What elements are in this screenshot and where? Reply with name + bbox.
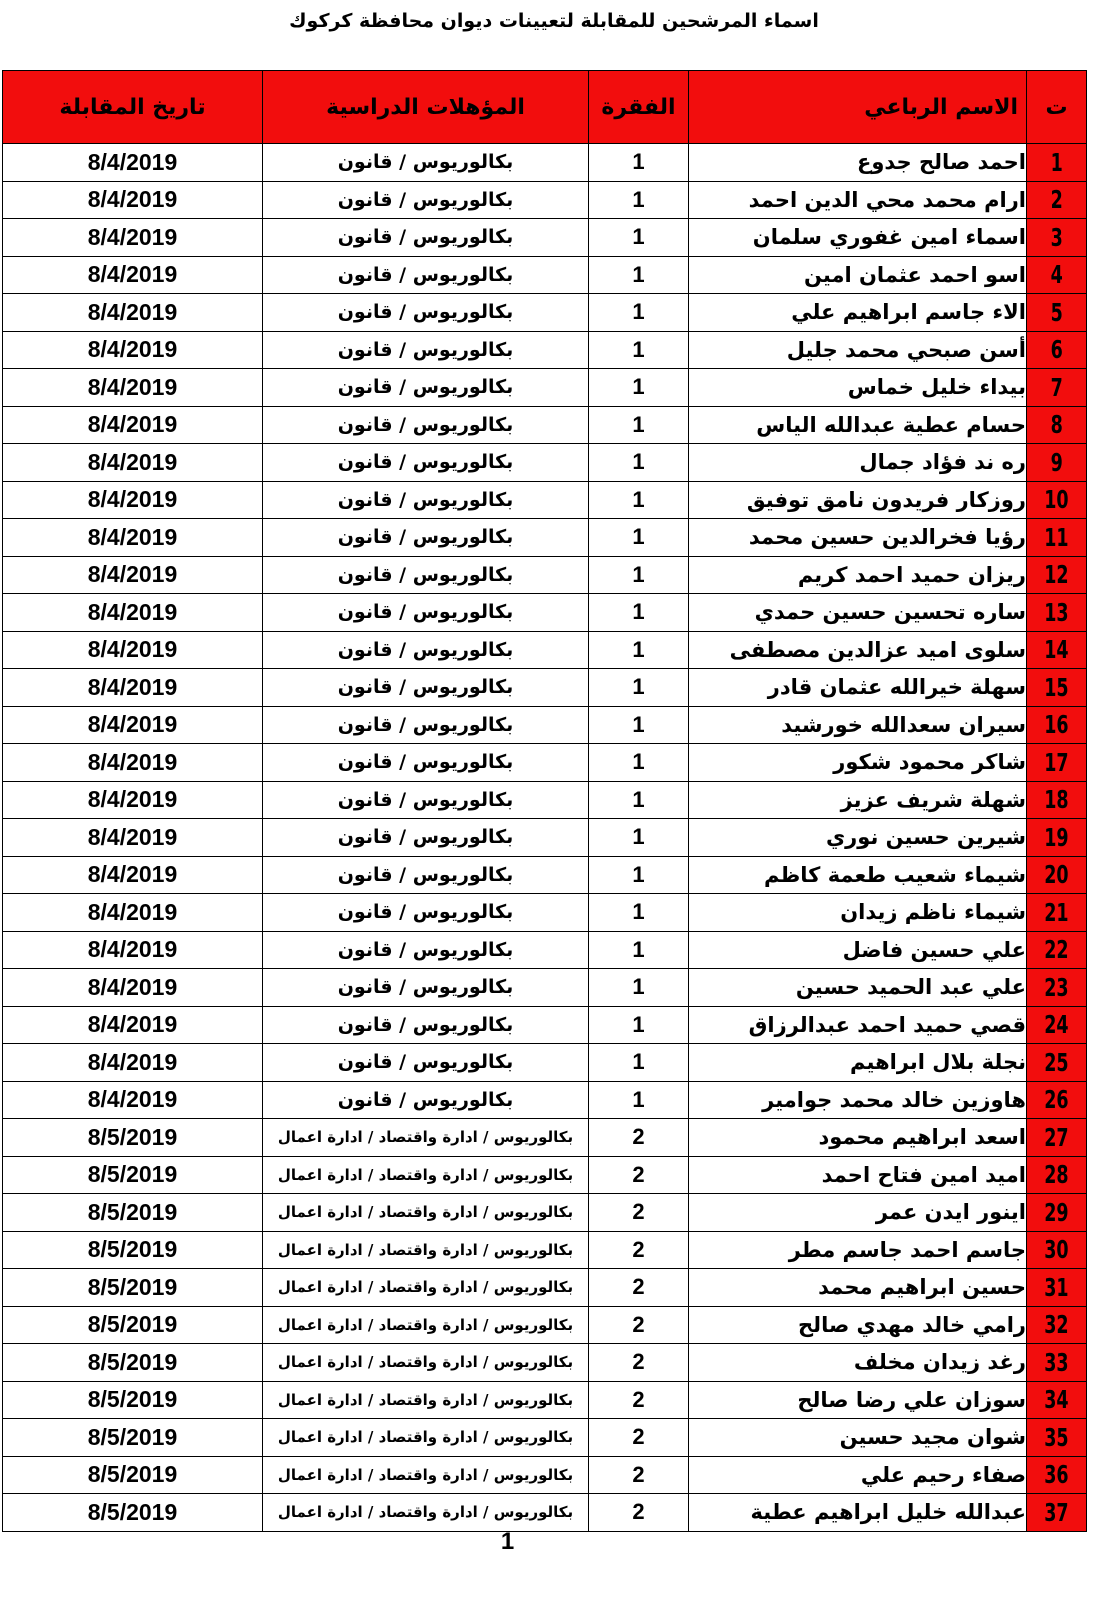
table-row (3, 819, 1087, 857)
qualification-cell: بكالوريوس / قانون (263, 1081, 589, 1119)
candidate-name: علي حسين فاضل (689, 931, 1027, 969)
interview-date-cell: 8/4/2019 (3, 1006, 263, 1044)
qualification-cell: بكالوريوس / ادارة واقتصاد / ادارة اعمال (263, 1269, 589, 1307)
category-cell: 1 (589, 556, 689, 594)
interview-date-cell: 8/4/2019 (3, 856, 263, 894)
qualification-cell: بكالوريوس / قانون (263, 706, 589, 744)
candidate-name: سيران سعدالله خورشيد (689, 706, 1027, 744)
candidate-name: سلوى اميد عزالدين مصطفى (689, 631, 1027, 669)
candidate-name: الاء جاسم ابراهيم علي (689, 294, 1027, 332)
category-cell: 1 (589, 294, 689, 332)
interview-date-cell: 8/5/2019 (3, 1456, 263, 1494)
qualification-cell: بكالوريوس / ادارة واقتصاد / ادارة اعمال (263, 1419, 589, 1457)
category-cell: 1 (589, 894, 689, 932)
table-row (3, 219, 1087, 257)
row-number (1027, 1269, 1087, 1307)
interview-date-cell: 8/4/2019 (3, 181, 263, 219)
row-number-text: 11 (1044, 522, 1069, 552)
candidate-name: رؤيا فخرالدين حسين محمد (689, 519, 1027, 557)
category-cell: 1 (589, 744, 689, 782)
row-number (1027, 1119, 1087, 1157)
row-number-text: 22 (1044, 935, 1069, 965)
row-number (1027, 744, 1087, 782)
candidate-name: صفاء رحيم علي (689, 1456, 1027, 1494)
candidate-name: احمد صالح جدوع (689, 144, 1027, 182)
candidate-name: سهلة خيرالله عثمان قادر (689, 669, 1027, 707)
row-number (1027, 1006, 1087, 1044)
row-number (1027, 406, 1087, 444)
table-row (3, 1419, 1087, 1457)
interview-date-cell: 8/4/2019 (3, 406, 263, 444)
table-row (3, 369, 1087, 407)
interview-date-cell: 8/4/2019 (3, 744, 263, 782)
row-number (1027, 969, 1087, 1007)
row-number (1027, 444, 1087, 482)
category-cell: 1 (589, 1081, 689, 1119)
row-number (1027, 1194, 1087, 1232)
candidate-name: سوزان علي رضا صالح (689, 1381, 1027, 1419)
qualification-cell: بكالوريوس / قانون (263, 519, 589, 557)
table-row (3, 1006, 1087, 1044)
candidate-name: رغد زيدان مخلف (689, 1344, 1027, 1382)
category-cell: 2 (589, 1194, 689, 1232)
table-row (3, 744, 1087, 782)
interview-date-cell: 8/5/2019 (3, 1306, 263, 1344)
qualification-cell: بكالوريوس / قانون (263, 631, 589, 669)
qualification-cell: بكالوريوس / قانون (263, 331, 589, 369)
category-cell: 1 (589, 856, 689, 894)
candidate-name: جاسم احمد جاسم مطر (689, 1231, 1027, 1269)
row-number-text: 33 (1044, 1347, 1069, 1377)
row-number (1027, 481, 1087, 519)
candidate-name: قصي حميد احمد عبدالرزاق (689, 1006, 1027, 1044)
row-number (1027, 1381, 1087, 1419)
category-cell: 1 (589, 144, 689, 182)
interview-date-cell: 8/5/2019 (3, 1156, 263, 1194)
row-number (1027, 856, 1087, 894)
candidate-name: حسام عطية عبدالله الياس (689, 406, 1027, 444)
table-row (3, 781, 1087, 819)
row-number-text: 15 (1044, 672, 1069, 702)
row-number-text: 35 (1044, 1422, 1069, 1452)
category-cell: 1 (589, 1044, 689, 1082)
interview-date-cell: 8/4/2019 (3, 294, 263, 332)
table-row (3, 706, 1087, 744)
row-number-text: 23 (1044, 972, 1069, 1002)
interview-date-cell: 8/5/2019 (3, 1194, 263, 1232)
table-row (3, 931, 1087, 969)
category-cell: 1 (589, 669, 689, 707)
category-cell: 1 (589, 706, 689, 744)
candidate-name: رامي خالد مهدي صالح (689, 1306, 1027, 1344)
row-number-text: 1 (1050, 147, 1063, 177)
category-cell: 1 (589, 369, 689, 407)
qualification-cell: بكالوريوس / قانون (263, 481, 589, 519)
row-number-text: 26 (1044, 1085, 1069, 1115)
qualification-cell: بكالوريوس / قانون (263, 744, 589, 782)
header-category: الفقرة (589, 71, 689, 144)
qualification-cell: بكالوريوس / ادارة واقتصاد / ادارة اعمال (263, 1456, 589, 1494)
table-row (3, 519, 1087, 557)
table-row (3, 144, 1087, 182)
interview-date-cell: 8/4/2019 (3, 331, 263, 369)
table-row (3, 181, 1087, 219)
category-cell: 1 (589, 969, 689, 1007)
interview-date-cell: 8/5/2019 (3, 1494, 263, 1532)
row-number (1027, 669, 1087, 707)
qualification-cell: بكالوريوس / قانون (263, 819, 589, 857)
category-cell: 2 (589, 1419, 689, 1457)
row-number (1027, 331, 1087, 369)
row-number (1027, 1231, 1087, 1269)
row-number-text: 30 (1044, 1235, 1069, 1265)
row-number-text: 8 (1050, 410, 1063, 440)
qualification-cell: بكالوريوس / ادارة واقتصاد / ادارة اعمال (263, 1119, 589, 1157)
interview-date-cell: 8/4/2019 (3, 144, 263, 182)
table-row (3, 1194, 1087, 1232)
table-row (3, 481, 1087, 519)
qualification-cell: بكالوريوس / قانون (263, 856, 589, 894)
row-number (1027, 256, 1087, 294)
row-number (1027, 894, 1087, 932)
qualification-cell: بكالوريوس / قانون (263, 369, 589, 407)
row-number (1027, 294, 1087, 332)
candidate-name: اسعد ابراهيم محمود (689, 1119, 1027, 1157)
row-number (1027, 1419, 1087, 1457)
table-row (3, 1081, 1087, 1119)
interview-date-cell: 8/4/2019 (3, 519, 263, 557)
table-row (3, 1119, 1087, 1157)
row-number (1027, 556, 1087, 594)
row-number-text: 29 (1044, 1197, 1069, 1227)
row-number-text: 31 (1044, 1272, 1069, 1302)
page-number: 1 (500, 1528, 515, 1555)
row-number (1027, 1306, 1087, 1344)
row-number-text: 37 (1044, 1497, 1069, 1527)
category-cell: 2 (589, 1381, 689, 1419)
table-row (3, 969, 1087, 1007)
table-row (3, 444, 1087, 482)
category-cell: 2 (589, 1344, 689, 1382)
row-number (1027, 631, 1087, 669)
candidate-name: شيماء شعيب طعمة كاظم (689, 856, 1027, 894)
interview-date-cell: 8/4/2019 (3, 369, 263, 407)
row-number-text: 7 (1050, 372, 1063, 402)
category-cell: 2 (589, 1306, 689, 1344)
qualification-cell: بكالوريوس / قانون (263, 669, 589, 707)
row-number (1027, 181, 1087, 219)
table-row (3, 1156, 1087, 1194)
document-title: اسماء المرشحين للمقابلة لتعيينات ديوان محافظة كركوك (289, 10, 819, 32)
interview-date-cell: 8/4/2019 (3, 256, 263, 294)
candidate-name: حسين ابراهيم محمد (689, 1269, 1027, 1307)
header-qualifications: المؤهلات الدراسية (263, 71, 589, 144)
qualification-cell: بكالوريوس / ادارة واقتصاد / ادارة اعمال (263, 1381, 589, 1419)
qualification-cell: بكالوريوس / قانون (263, 931, 589, 969)
row-number (1027, 1456, 1087, 1494)
qualification-cell: بكالوريوس / قانون (263, 144, 589, 182)
qualification-cell: بكالوريوس / ادارة واقتصاد / ادارة اعمال (263, 1306, 589, 1344)
table-row (3, 1231, 1087, 1269)
category-cell: 1 (589, 444, 689, 482)
candidates-table (2, 70, 1087, 1532)
header-number: ت (1027, 71, 1087, 144)
row-number-text: 9 (1050, 447, 1063, 477)
qualification-cell: بكالوريوس / قانون (263, 294, 589, 332)
interview-date-cell: 8/5/2019 (3, 1231, 263, 1269)
category-cell: 1 (589, 931, 689, 969)
interview-date-cell: 8/4/2019 (3, 894, 263, 932)
interview-date-cell: 8/4/2019 (3, 1044, 263, 1082)
row-number (1027, 594, 1087, 632)
candidate-name: نجلة بلال ابراهيم (689, 1044, 1027, 1082)
interview-date-cell: 8/4/2019 (3, 669, 263, 707)
category-cell: 2 (589, 1119, 689, 1157)
category-cell: 1 (589, 481, 689, 519)
candidate-name: ره ند فؤاد جمال (689, 444, 1027, 482)
interview-date-cell: 8/4/2019 (3, 631, 263, 669)
category-cell: 1 (589, 631, 689, 669)
row-number-text: 12 (1044, 560, 1069, 590)
row-number-text: 25 (1044, 1047, 1069, 1077)
candidate-name: عبدالله خليل ابراهيم عطية (689, 1494, 1027, 1532)
qualification-cell: بكالوريوس / قانون (263, 894, 589, 932)
candidate-name: علي عبد الحميد حسين (689, 969, 1027, 1007)
qualification-cell: بكالوريوس / ادارة واقتصاد / ادارة اعمال (263, 1494, 589, 1532)
row-number-text: 13 (1044, 597, 1069, 627)
row-number-text: 20 (1044, 860, 1069, 890)
candidate-name: اميد امين فتاح احمد (689, 1156, 1027, 1194)
category-cell: 1 (589, 256, 689, 294)
table-row (3, 1494, 1087, 1532)
category-cell: 2 (589, 1231, 689, 1269)
row-number-text: 6 (1050, 335, 1063, 365)
row-number-text: 32 (1044, 1310, 1069, 1340)
row-number (1027, 1494, 1087, 1532)
row-number (1027, 519, 1087, 557)
qualification-cell: بكالوريوس / ادارة واقتصاد / ادارة اعمال (263, 1231, 589, 1269)
interview-date-cell: 8/4/2019 (3, 1081, 263, 1119)
table-row (3, 1456, 1087, 1494)
row-number (1027, 219, 1087, 257)
row-number (1027, 706, 1087, 744)
qualification-cell: بكالوريوس / قانون (263, 256, 589, 294)
table-header-row (3, 71, 1087, 144)
qualification-cell: بكالوريوس / قانون (263, 781, 589, 819)
table-row (3, 894, 1087, 932)
category-cell: 2 (589, 1156, 689, 1194)
interview-date-cell: 8/5/2019 (3, 1419, 263, 1457)
row-number (1027, 1081, 1087, 1119)
row-number-text: 18 (1044, 785, 1069, 815)
row-number-text: 16 (1044, 710, 1069, 740)
qualification-cell: بكالوريوس / قانون (263, 219, 589, 257)
row-number (1027, 1156, 1087, 1194)
table-row (3, 556, 1087, 594)
category-cell: 1 (589, 219, 689, 257)
qualification-cell: بكالوريوس / ادارة واقتصاد / ادارة اعمال (263, 1194, 589, 1232)
interview-date-cell: 8/5/2019 (3, 1344, 263, 1382)
category-cell: 1 (589, 181, 689, 219)
candidate-name: اسو احمد عثمان امين (689, 256, 1027, 294)
category-cell: 1 (589, 406, 689, 444)
row-number-text: 21 (1044, 897, 1069, 927)
category-cell: 1 (589, 1006, 689, 1044)
row-number (1027, 369, 1087, 407)
table-row (3, 1381, 1087, 1419)
table-row (3, 256, 1087, 294)
row-number-text: 14 (1044, 635, 1069, 665)
qualification-cell: بكالوريوس / ادارة واقتصاد / ادارة اعمال (263, 1344, 589, 1382)
candidate-name: ارام محمد محي الدين احمد (689, 181, 1027, 219)
interview-date-cell: 8/4/2019 (3, 931, 263, 969)
qualification-cell: بكالوريوس / قانون (263, 556, 589, 594)
table-row (3, 631, 1087, 669)
candidate-name: اينور ايدن عمر (689, 1194, 1027, 1232)
table-row (3, 669, 1087, 707)
candidate-name: شوان مجيد حسين (689, 1419, 1027, 1457)
row-number (1027, 931, 1087, 969)
candidate-name: شاكر محمود شكور (689, 744, 1027, 782)
row-number-text: 36 (1044, 1460, 1069, 1490)
interview-date-cell: 8/5/2019 (3, 1269, 263, 1307)
table-body (3, 144, 1087, 1532)
candidate-name: شيماء ناظم زيدان (689, 894, 1027, 932)
table-row (3, 856, 1087, 894)
candidate-name: ريزان حميد احمد كريم (689, 556, 1027, 594)
interview-date-cell: 8/4/2019 (3, 706, 263, 744)
qualification-cell: بكالوريوس / ادارة واقتصاد / ادارة اعمال (263, 1156, 589, 1194)
category-cell: 2 (589, 1494, 689, 1532)
table-row (3, 1344, 1087, 1382)
interview-date-cell: 8/4/2019 (3, 969, 263, 1007)
row-number-text: 3 (1050, 222, 1063, 252)
row-number-text: 5 (1050, 297, 1063, 327)
table-row (3, 1306, 1087, 1344)
row-number-text: 17 (1044, 747, 1069, 777)
category-cell: 1 (589, 594, 689, 632)
qualification-cell: بكالوريوس / قانون (263, 594, 589, 632)
table-row (3, 406, 1087, 444)
table-row (3, 331, 1087, 369)
candidate-name: شيرين حسين نوري (689, 819, 1027, 857)
header-full-name: الاسم الرباعي (689, 71, 1027, 144)
row-number-text: 24 (1044, 1010, 1069, 1040)
table-row (3, 294, 1087, 332)
qualification-cell: بكالوريوس / قانون (263, 444, 589, 482)
category-cell: 2 (589, 1269, 689, 1307)
qualification-cell: بكالوريوس / قانون (263, 1044, 589, 1082)
row-number-text: 10 (1044, 485, 1069, 515)
row-number (1027, 1344, 1087, 1382)
row-number-text: 4 (1050, 260, 1063, 290)
qualification-cell: بكالوريوس / قانون (263, 1006, 589, 1044)
category-cell: 1 (589, 819, 689, 857)
interview-date-cell: 8/5/2019 (3, 1381, 263, 1419)
row-number (1027, 819, 1087, 857)
qualification-cell: بكالوريوس / قانون (263, 181, 589, 219)
interview-date-cell: 8/4/2019 (3, 819, 263, 857)
interview-date-cell: 8/4/2019 (3, 219, 263, 257)
candidate-name: اسماء امين غفوري سلمان (689, 219, 1027, 257)
category-cell: 2 (589, 1456, 689, 1494)
candidate-name: روزكار فريدون نامق توفيق (689, 481, 1027, 519)
interview-date-cell: 8/4/2019 (3, 781, 263, 819)
interview-date-cell: 8/5/2019 (3, 1119, 263, 1157)
candidate-name: هاوزين خالد محمد جوامير (689, 1081, 1027, 1119)
row-number-text: 34 (1044, 1385, 1069, 1415)
candidate-name: شهلة شريف عزيز (689, 781, 1027, 819)
row-number-text: 27 (1044, 1122, 1069, 1152)
candidate-name: ساره تحسين حسين حمدي (689, 594, 1027, 632)
table-row (3, 594, 1087, 632)
row-number (1027, 1044, 1087, 1082)
row-number-text: 19 (1044, 822, 1069, 852)
interview-date-cell: 8/4/2019 (3, 481, 263, 519)
category-cell: 1 (589, 519, 689, 557)
header-interview-date: تاريخ المقابلة (3, 71, 263, 144)
category-cell: 1 (589, 781, 689, 819)
table-row (3, 1044, 1087, 1082)
qualification-cell: بكالوريوس / قانون (263, 406, 589, 444)
category-cell: 1 (589, 331, 689, 369)
candidate-name: بيداء خليل خماس (689, 369, 1027, 407)
interview-date-cell: 8/4/2019 (3, 594, 263, 632)
interview-date-cell: 8/4/2019 (3, 556, 263, 594)
row-number (1027, 781, 1087, 819)
interview-date-cell: 8/4/2019 (3, 444, 263, 482)
qualification-cell: بكالوريوس / قانون (263, 969, 589, 1007)
row-number-text: 2 (1050, 185, 1063, 215)
candidate-name: أسن صبحي محمد جليل (689, 331, 1027, 369)
row-number (1027, 144, 1087, 182)
row-number-text: 28 (1044, 1160, 1069, 1190)
table-row (3, 1269, 1087, 1307)
